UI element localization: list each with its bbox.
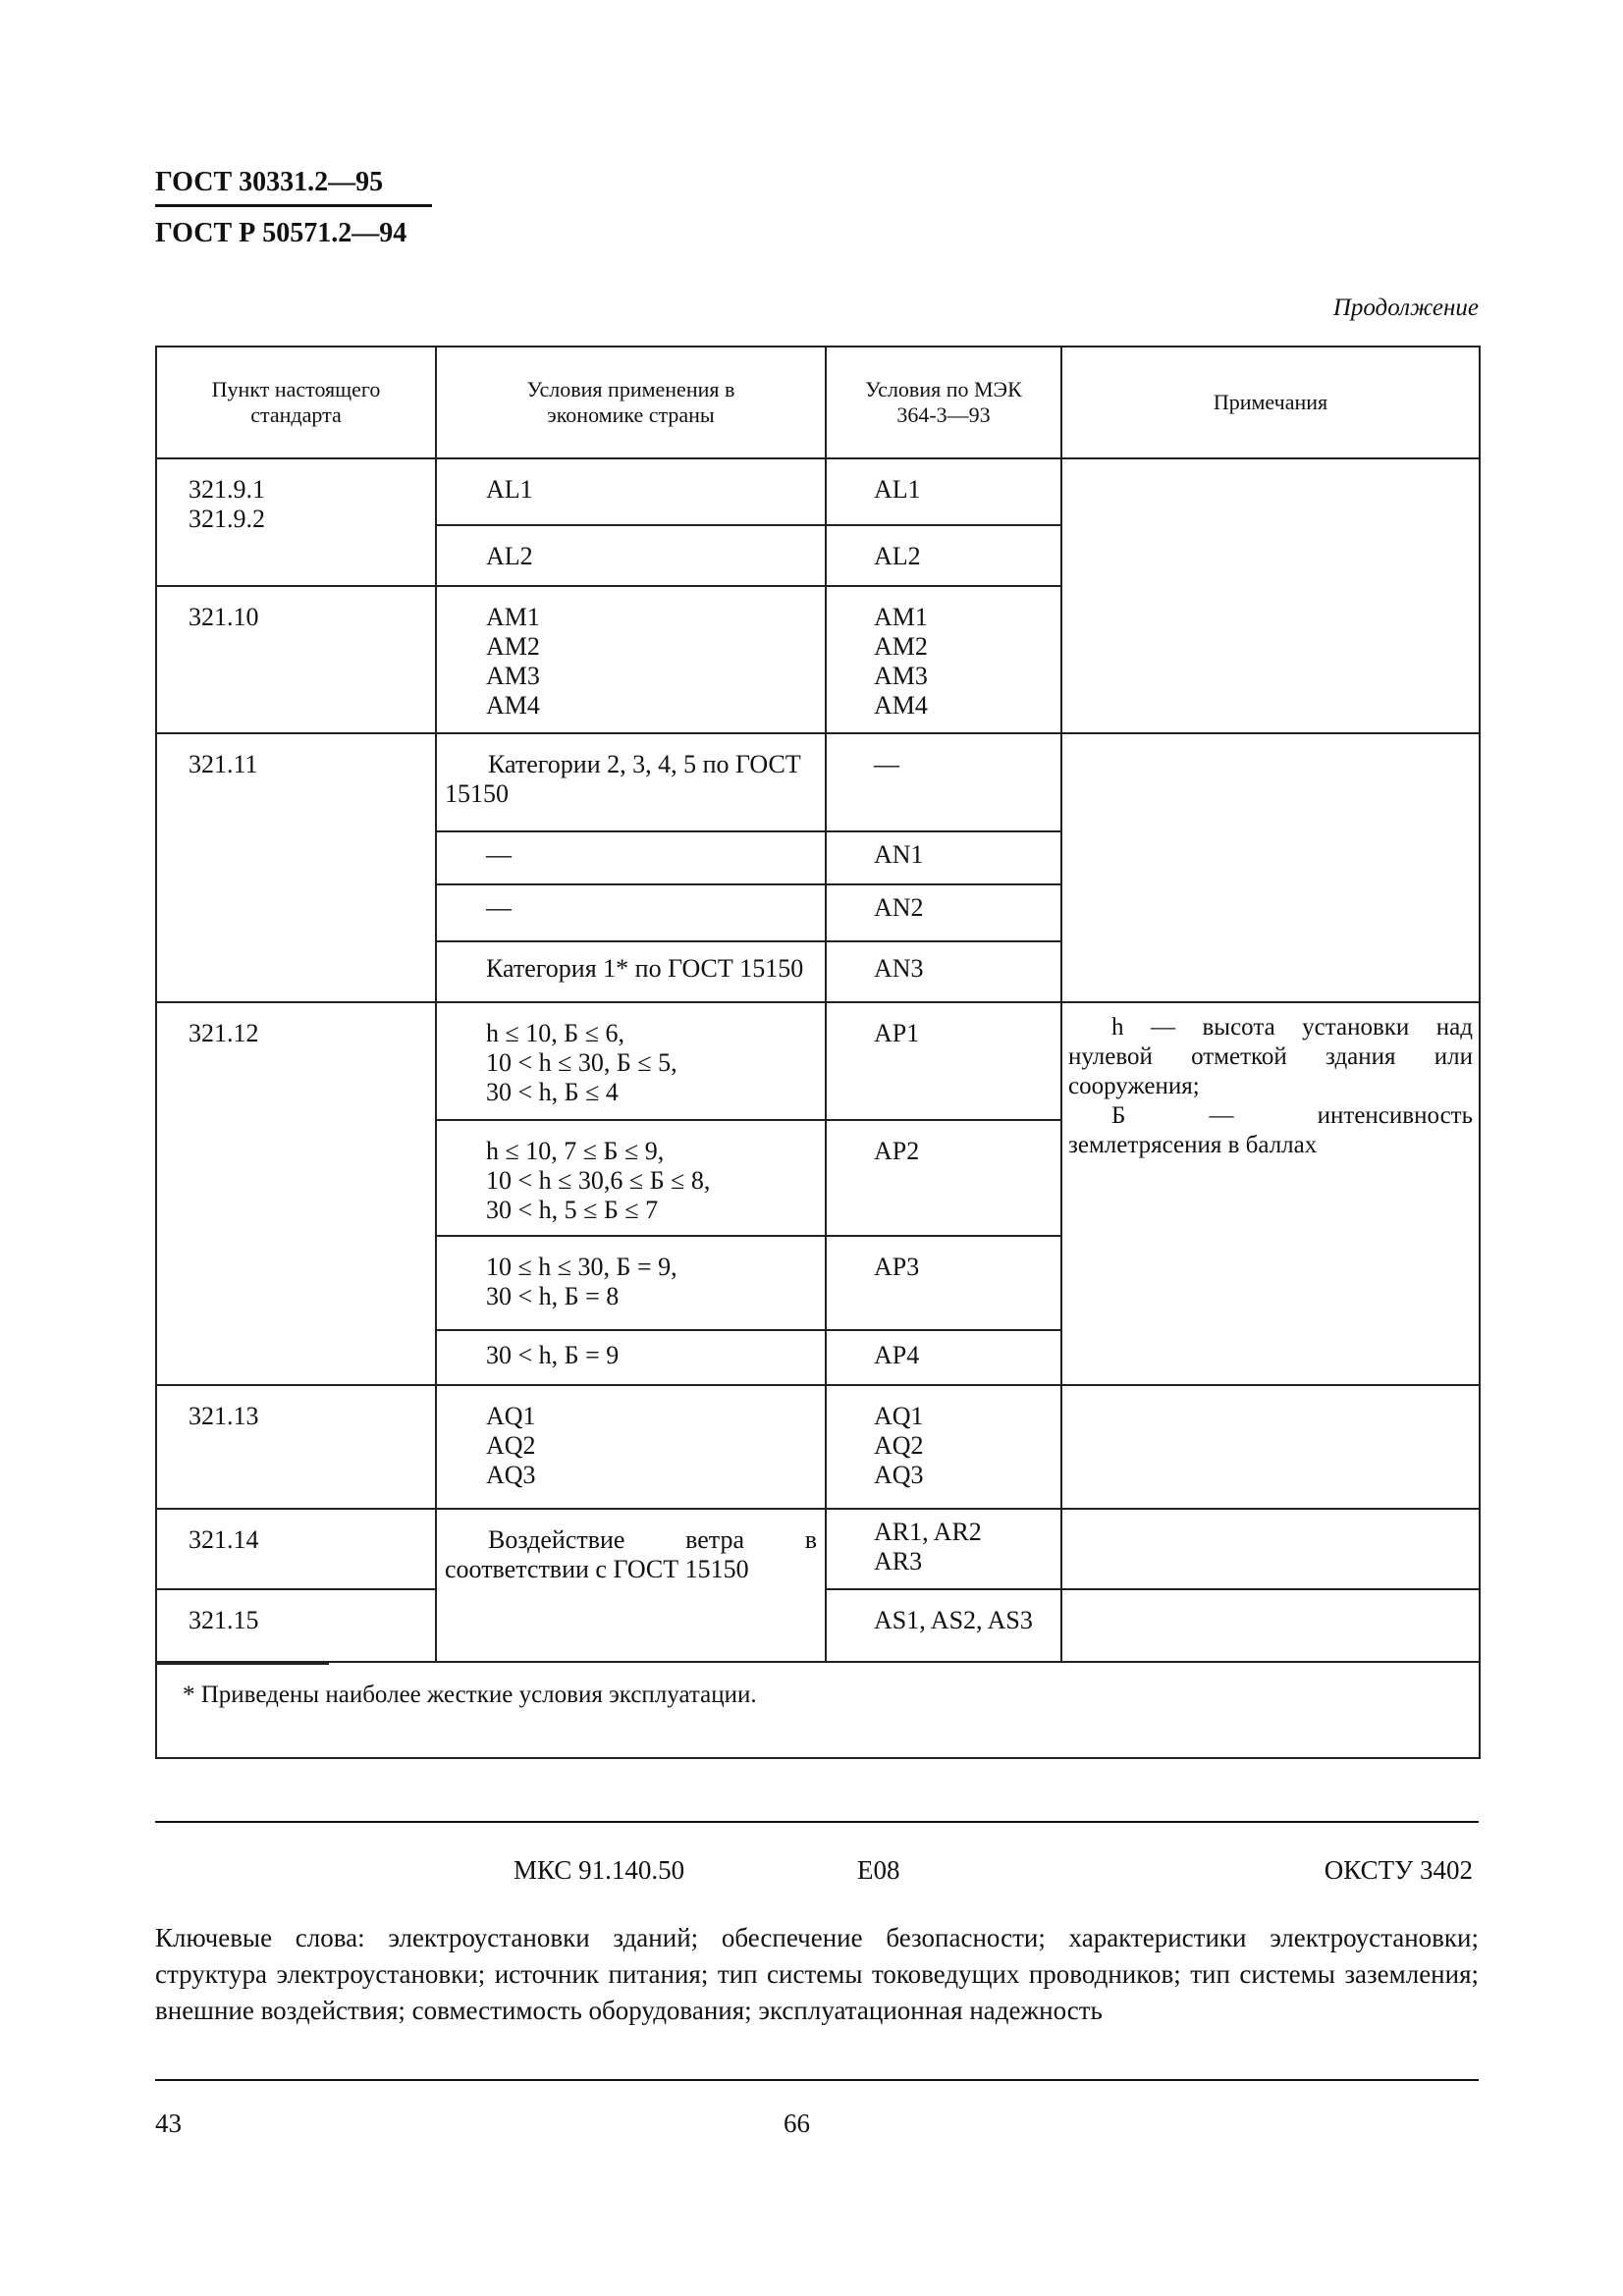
keywords-bottom-rule	[155, 2079, 1479, 2081]
page-left-number: 43	[155, 2109, 182, 2138]
cell-condition: AL2	[436, 525, 826, 586]
table-row	[156, 733, 1480, 831]
table-row	[156, 1509, 1480, 1589]
cell-condition: —	[436, 884, 826, 941]
note-intensity: Б — интенсивность землетрясения в баллах	[1068, 1102, 1473, 1158]
cell-iec: AP2	[826, 1120, 1061, 1236]
table-row	[156, 1385, 1480, 1509]
cell-note	[1061, 1385, 1480, 1509]
cell-note	[1061, 458, 1480, 733]
cell-condition: 10 ≤ h ≤ 30, Б = 9, 30 < h, Б = 8	[436, 1236, 826, 1330]
cell-condition: —	[436, 831, 826, 884]
mks-code: МКС 91.140.50	[514, 1855, 685, 1885]
cell-condition: 30 < h, Б = 9	[436, 1330, 826, 1385]
cell-clause: 321.14	[156, 1509, 436, 1589]
note-height: h — высота установки над нулевой отметкой здания или сооружения;	[1068, 1014, 1473, 1099]
cell-condition: AL1	[436, 458, 826, 525]
continuation-label: Продолжение	[1332, 294, 1479, 321]
table-row	[156, 458, 1480, 525]
cell-condition: AM1 AM2 AM3 AM4	[436, 586, 826, 733]
cell-iec: AN3	[826, 941, 1061, 1002]
cell-iec: AM1 AM2 AM3 AM4	[826, 586, 1061, 733]
cell-clause: 321.9.1 321.9.2	[156, 458, 436, 586]
cell-clause: 321.10	[156, 586, 436, 733]
header-national-conditions: Условия применения в экономике страны	[436, 347, 826, 458]
cell-condition: Категория 1* по ГОСТ 15150	[436, 941, 826, 1002]
cell-clause: 321.15	[156, 1589, 436, 1662]
cell-iec: AL1	[826, 458, 1061, 525]
cell-clause: 321.13	[156, 1385, 436, 1509]
header-clause: Пункт настоящего стандарта	[156, 347, 436, 458]
condition-text: Воздействие ветра в соответствии с ГОСТ 15150	[445, 1525, 817, 1583]
page-number: 66	[784, 2109, 810, 2138]
cell-note	[1061, 1589, 1480, 1662]
cell-note	[1061, 1509, 1480, 1589]
table-row	[156, 1002, 1480, 1120]
cell-condition: h ≤ 10, 7 ≤ Б ≤ 9, 10 < h ≤ 30,6 ≤ Б ≤ 8, 30 < h, 5 ≤ Б ≤ 7	[436, 1120, 826, 1236]
standard-number-1: ГОСТ 30331.2—95	[155, 167, 384, 197]
cell-iec: AS1, AS2, AS3	[826, 1589, 1061, 1662]
e-code: E08	[857, 1855, 900, 1885]
header-notes: Примечания	[1061, 347, 1480, 458]
cell-note	[1061, 733, 1480, 1002]
header-underline	[155, 204, 432, 207]
cell-iec: AN1	[826, 831, 1061, 884]
cell-condition	[436, 1509, 826, 1662]
footnote-rule	[157, 1663, 329, 1665]
condition-text: Категории 2, 3, 4, 5 по ГОСТ 15150	[445, 750, 801, 808]
header-iec-conditions: Условия по МЭК 364-3—93	[826, 347, 1061, 458]
cell-condition	[436, 733, 826, 831]
cell-iec: AQ1 AQ2 AQ3	[826, 1385, 1061, 1509]
cell-condition: h ≤ 10, Б ≤ 6, 10 < h ≤ 30, Б ≤ 5, 30 < h, Б ≤ 4	[436, 1002, 826, 1120]
footnote-text: * Приведены наиболее жесткие условия эксплуатации.	[183, 1682, 757, 1708]
cell-note	[1061, 1002, 1480, 1385]
cell-iec: AN2	[826, 884, 1061, 941]
cell-clause: 321.11	[156, 733, 436, 1002]
table-header-row	[156, 347, 1480, 458]
cell-iec: AP4	[826, 1330, 1061, 1385]
keywords-paragraph: Ключевые слова: электроустановки зданий; обеспечение безопасности; характеристики электроустановки; структура электроустановки; источник питания; тип системы токоведущих проводников; тип системы заземления; внешние воздействия; совместимость оборудования; эксплуатационная надежность	[155, 1923, 1479, 2025]
codes-top-rule	[155, 1821, 1479, 1823]
standard-number-2: ГОСТ Р 50571.2—94	[155, 218, 407, 248]
footnote-row	[156, 1662, 1480, 1758]
footnote-cell	[156, 1662, 1480, 1758]
cell-iec: AP1	[826, 1002, 1061, 1120]
cell-iec: AP3	[826, 1236, 1061, 1330]
okstu-code: ОКСТУ 3402	[1324, 1855, 1473, 1885]
cell-iec: AR1, AR2 AR3	[826, 1509, 1061, 1589]
cell-clause: 321.12	[156, 1002, 436, 1385]
cell-condition: AQ1 AQ2 AQ3	[436, 1385, 826, 1509]
cell-iec: —	[826, 733, 1061, 831]
cell-iec: AL2	[826, 525, 1061, 586]
conditions-table	[155, 346, 1481, 1759]
